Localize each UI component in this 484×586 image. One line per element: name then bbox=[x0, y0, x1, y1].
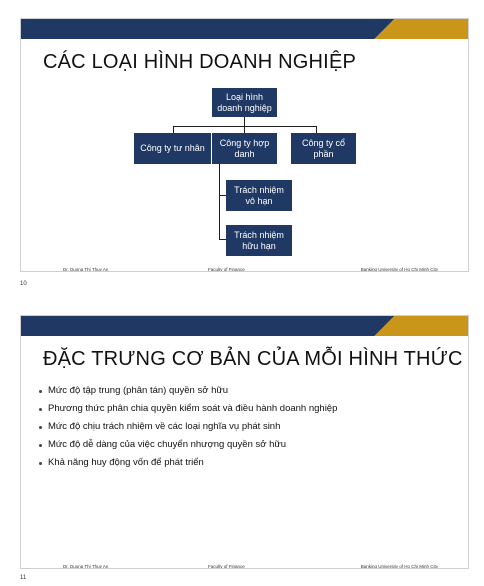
footer-university: Banking University of Ho Chi Minh City bbox=[360, 564, 438, 569]
org-box-joint-stock: Công ty cổ phần bbox=[291, 133, 356, 164]
slide-10 bbox=[20, 18, 469, 272]
slide-title: CÁC LOẠI HÌNH DOANH NGHIỆP bbox=[43, 51, 357, 73]
connector-mid bbox=[244, 126, 245, 133]
footer-author: Dr. Duong Thi Thuy An bbox=[63, 267, 109, 272]
org-box-sole-proprietorship: Công ty tư nhân bbox=[134, 133, 211, 164]
slide-title: ĐẶC TRƯNG CƠ BẢN CỦA MỖI HÌNH THỨC bbox=[43, 348, 463, 370]
bullet-item: Mức độ chịu trách nhiệm về các loại nghĩa vụ phát sinh bbox=[39, 418, 337, 436]
org-box-limited-liability: Trách nhiệm hữu hạn bbox=[226, 225, 292, 256]
bullet-item: Khả năng huy động vốn để phát triển bbox=[39, 454, 337, 472]
connector-sub-vertical bbox=[219, 164, 220, 239]
footer-university: Banking University of Ho Chi Minh City bbox=[360, 267, 438, 272]
org-box-partnership: Công ty hợp danh bbox=[212, 133, 277, 164]
connector-right bbox=[316, 126, 317, 133]
connector-root-down bbox=[244, 117, 245, 126]
slide-number: 11 bbox=[20, 575, 27, 581]
bullet-item: Phương thức phân chia quyền kiểm soát và điều hành doanh nghiệp bbox=[39, 400, 337, 418]
bullet-item: Mức độ dễ dàng của việc chuyển nhượng quyền sở hữu bbox=[39, 436, 337, 454]
connector-sub-1 bbox=[219, 195, 226, 196]
header-band bbox=[21, 19, 468, 39]
bullet-item: Mức độ tập trung (phân tán) quyền sở hữu bbox=[39, 382, 337, 400]
header-band bbox=[21, 316, 468, 336]
connector-left bbox=[173, 126, 174, 133]
slide-number: 10 bbox=[20, 281, 27, 287]
slide-11 bbox=[20, 315, 469, 569]
footer-author: Dr. Duong Thi Thuy An bbox=[63, 564, 109, 569]
org-box-unlimited-liability: Trách nhiệm vô hạn bbox=[226, 180, 292, 211]
footer-faculty: Faculty of Finance bbox=[208, 267, 245, 272]
footer-faculty: Faculty of Finance bbox=[208, 564, 245, 569]
org-box-root: Loại hình doanh nghiệp bbox=[212, 88, 277, 117]
bullet-list bbox=[39, 382, 337, 472]
connector-sub-2 bbox=[219, 239, 226, 240]
